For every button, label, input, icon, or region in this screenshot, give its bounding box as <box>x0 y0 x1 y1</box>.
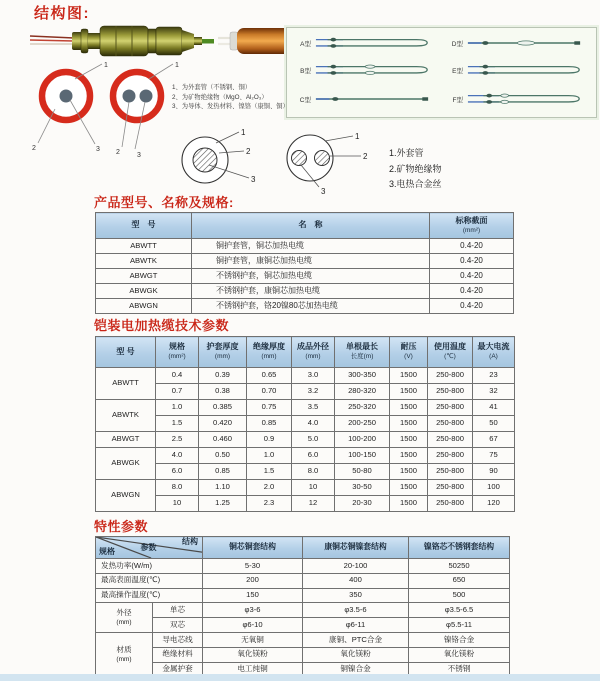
svg-text:3: 3 <box>137 152 141 159</box>
section-cell: 0.4-20 <box>430 254 514 269</box>
value-cell: 1500 <box>390 384 428 400</box>
value-cell: 250-800 <box>428 448 473 464</box>
name-cell: 不锈钢护套，铬20镍80芯加热电缆 <box>192 299 430 314</box>
table-row <box>96 384 515 400</box>
value-cell: 1500 <box>390 432 428 448</box>
value-cell: 2.5 <box>156 432 199 448</box>
cable-type-c <box>295 90 432 108</box>
value-cell: 41 <box>473 400 515 416</box>
svg-text:2: 2 <box>363 152 368 161</box>
value-cell: 0.50 <box>199 448 247 464</box>
photo-legend-line-1: 1、为外套管（不锈钢、铜） <box>172 84 252 91</box>
row-label-cell: 发热功率(W/m) <box>96 559 203 574</box>
value-cell: 200 <box>203 573 303 588</box>
value-cell: 3.0 <box>292 368 335 384</box>
section-cell: 0.4-20 <box>430 269 514 284</box>
cable-type-f <box>447 90 584 108</box>
sub-label-cell: 绝缘材料 <box>153 647 203 662</box>
value-cell: 氧化镁粉 <box>203 647 303 662</box>
cable-type-d-label: D型 <box>451 40 463 48</box>
photo-legend-line-2: 2、为矿物绝缘物（MgO、Al₂O₃） <box>172 93 268 101</box>
table-row <box>96 239 514 254</box>
value-cell: φ6-11 <box>303 618 409 633</box>
value-cell: 250-320 <box>335 400 390 416</box>
value-cell: 50250 <box>409 559 510 574</box>
value-cell: 20-100 <box>303 559 409 574</box>
cable-type-f-label: F型 <box>452 96 463 104</box>
table-row <box>96 496 515 512</box>
value-cell: 0.65 <box>247 368 292 384</box>
value-cell: 75 <box>473 448 515 464</box>
page-footer-strip <box>0 674 600 681</box>
value-cell: 250-800 <box>428 464 473 480</box>
section-title-structure: 结构图: <box>34 5 90 22</box>
value-cell: 0.9 <box>247 432 292 448</box>
value-cell: 2.3 <box>247 496 292 512</box>
sub-label-cell: 双芯 <box>153 618 203 633</box>
structure-column-header: 康铜芯铜镍套结构 <box>303 537 409 559</box>
table-row <box>96 480 515 496</box>
header-row <box>96 213 514 239</box>
table-row <box>96 269 514 284</box>
model-cell: ABWTT <box>96 239 192 254</box>
sub-label-cell: 金属护套 <box>153 662 203 677</box>
value-cell: 50 <box>473 416 515 432</box>
photo-legend <box>172 83 289 112</box>
characteristics-table-wrap <box>95 536 509 677</box>
value-cell: 不锈钢 <box>409 662 510 677</box>
cable-type-e-drawing <box>466 62 584 78</box>
value-cell: 1500 <box>390 448 428 464</box>
cable-type-b <box>295 61 432 79</box>
value-cell: 1.10 <box>199 480 247 496</box>
column-header: 型 号 <box>96 213 192 239</box>
value-cell: φ3.5-6 <box>303 603 409 618</box>
value-cell: 1500 <box>390 368 428 384</box>
value-cell: 6.0 <box>156 464 199 480</box>
characteristics-table <box>95 536 510 677</box>
model-cell: ABWTK <box>96 400 156 432</box>
value-cell: 30-50 <box>335 480 390 496</box>
table-row <box>96 647 510 662</box>
svg-text:1: 1 <box>104 62 108 69</box>
column-header: 名 称 <box>192 213 430 239</box>
cable-type-c-label: C型 <box>299 96 311 104</box>
dual-core-photo <box>113 62 179 159</box>
single-core-photo <box>32 62 108 153</box>
model-cell: ABWTK <box>96 254 192 269</box>
product-spec-table-wrap <box>95 212 513 314</box>
value-cell: 20-30 <box>335 496 390 512</box>
value-cell: 镍铬合金 <box>409 632 510 647</box>
value-cell: 12 <box>292 496 335 512</box>
value-cell: 10 <box>292 480 335 496</box>
section-cell: 0.4-20 <box>430 239 514 254</box>
cross-section-diagram <box>175 125 405 197</box>
column-header: 单根最长 长度(m) <box>335 337 390 368</box>
value-cell: 1.0 <box>156 400 199 416</box>
value-cell: 6.0 <box>292 448 335 464</box>
value-cell: 1.25 <box>199 496 247 512</box>
table-row <box>96 573 510 588</box>
value-cell: 250-800 <box>428 432 473 448</box>
corner-header <box>96 537 203 559</box>
table-row <box>96 464 515 480</box>
value-cell: 康铜、PTC合金 <box>303 632 409 647</box>
value-cell: 5-30 <box>203 559 303 574</box>
column-header: 使用温度 (℃) <box>428 337 473 368</box>
value-cell: 1500 <box>390 400 428 416</box>
value-cell: 氧化镁粉 <box>409 647 510 662</box>
column-header: 护套厚度 (mm) <box>199 337 247 368</box>
cross-section-label-2: 2.矿物绝缘物 <box>389 163 442 174</box>
header-row <box>96 337 515 368</box>
structure-column-header: 铜芯铜套结构 <box>203 537 303 559</box>
model-cell: ABWGN <box>96 299 192 314</box>
value-cell: 3.2 <box>292 384 335 400</box>
value-cell: 250-800 <box>428 480 473 496</box>
value-cell: 67 <box>473 432 515 448</box>
value-cell: 1500 <box>390 496 428 512</box>
value-cell: 0.7 <box>156 384 199 400</box>
cross-section-label-1: 1.外套管 <box>389 148 424 158</box>
value-cell: 3.5 <box>292 400 335 416</box>
table-row <box>96 448 515 464</box>
value-cell: 23 <box>473 368 515 384</box>
value-cell: 650 <box>409 573 510 588</box>
group-label-cell: 外径 (mm) <box>96 603 153 633</box>
table-row <box>96 559 510 574</box>
value-cell: φ3.5-6.5 <box>409 603 510 618</box>
product-spec-table <box>95 212 514 314</box>
cable-type-b-label: B型 <box>300 67 311 75</box>
table-row <box>96 632 510 647</box>
value-cell: 0.39 <box>199 368 247 384</box>
value-cell: 200-250 <box>335 416 390 432</box>
corner-label-spec: 规格 <box>99 547 115 557</box>
value-cell: 1500 <box>390 416 428 432</box>
table-row <box>96 588 510 603</box>
column-header: 成品外径 (mm) <box>292 337 335 368</box>
cable-type-d <box>447 34 584 52</box>
value-cell: 250-800 <box>428 416 473 432</box>
value-cell: 电工纯铜 <box>203 662 303 677</box>
value-cell: 250-800 <box>428 496 473 512</box>
value-cell: φ3-6 <box>203 603 303 618</box>
tech-params-table <box>95 336 515 512</box>
value-cell: 300-350 <box>335 368 390 384</box>
name-cell: 不锈钢护套，康铜芯加热电缆 <box>192 284 430 299</box>
svg-text:2: 2 <box>116 149 120 156</box>
cable-type-a-label: A型 <box>300 40 311 48</box>
row-label-cell: 最高表面温度(℃) <box>96 573 203 588</box>
value-cell: 50-80 <box>335 464 390 480</box>
value-cell: 1500 <box>390 464 428 480</box>
model-cell: ABWTT <box>96 368 156 400</box>
value-cell: 90 <box>473 464 515 480</box>
value-cell: 0.85 <box>199 464 247 480</box>
column-header: 最大电流 (A) <box>473 337 515 368</box>
section-cell: 0.4-20 <box>430 284 514 299</box>
table-row <box>96 299 514 314</box>
cable-type-panel <box>286 27 597 118</box>
value-cell: 0.85 <box>247 416 292 432</box>
cable-type-a-drawing <box>314 35 432 51</box>
photo-legend-line-3: 3、为导体、发热材料、镍铬（康铜、铜） <box>172 103 289 110</box>
cable-type-c-drawing <box>314 91 432 107</box>
value-cell: 32 <box>473 384 515 400</box>
group-label-cell: 材质 (mm) <box>96 632 153 676</box>
column-header: 型 号 <box>96 337 156 368</box>
value-cell: 8.0 <box>292 464 335 480</box>
table-row <box>96 603 510 618</box>
corner-label-structure: 结构 <box>182 537 198 546</box>
corner-label-parameter: 参数 <box>140 543 157 552</box>
header-row <box>96 537 510 559</box>
column-header: 标称截面 (mm²) <box>430 213 514 239</box>
value-cell: 1500 <box>390 480 428 496</box>
table-row <box>96 618 510 633</box>
connector-wires <box>30 36 74 44</box>
table-row <box>96 368 515 384</box>
red-ring-cross-sections <box>25 57 187 161</box>
dual-core-drawing <box>287 132 368 196</box>
value-cell: 400 <box>303 573 409 588</box>
section-title-tech-params: 铠装电加热缆技术参数 <box>94 318 230 333</box>
cable-type-a <box>295 34 432 52</box>
value-cell: φ5.5-11 <box>409 618 510 633</box>
value-cell: 100 <box>473 480 515 496</box>
value-cell: 250-800 <box>428 368 473 384</box>
value-cell: 氧化镁粉 <box>303 647 409 662</box>
value-cell: 1.5 <box>247 464 292 480</box>
table-row <box>96 284 514 299</box>
svg-text:1: 1 <box>355 132 360 141</box>
cable-type-b-drawing <box>314 62 432 78</box>
value-cell: 150 <box>203 588 303 603</box>
svg-text:3: 3 <box>96 146 100 153</box>
column-header: 规格 (mm²) <box>156 337 199 368</box>
name-cell: 铜护套管，康铜芯加热电缆 <box>192 254 430 269</box>
section-title-characteristics: 特性参数 <box>94 519 149 534</box>
single-core-drawing <box>182 128 256 184</box>
table-row <box>96 254 514 269</box>
value-cell: 0.75 <box>247 400 292 416</box>
tech-params-table-wrap <box>95 336 514 512</box>
svg-text:2: 2 <box>32 145 36 152</box>
value-cell: 350 <box>303 588 409 603</box>
table-row <box>96 416 515 432</box>
svg-text:3: 3 <box>251 175 256 184</box>
cable-type-d-drawing <box>466 35 584 51</box>
value-cell: 0.460 <box>199 432 247 448</box>
value-cell: 100-150 <box>335 448 390 464</box>
value-cell: 1.0 <box>247 448 292 464</box>
model-cell: ABWGT <box>96 432 156 448</box>
cable-type-f-drawing <box>466 91 584 107</box>
svg-text:2: 2 <box>246 147 251 156</box>
model-cell: ABWGK <box>96 284 192 299</box>
brass-connector <box>72 26 214 56</box>
value-cell: 0.385 <box>199 400 247 416</box>
value-cell: 5.0 <box>292 432 335 448</box>
row-label-cell: 最高操作温度(℃) <box>96 588 203 603</box>
cable-type-e-label: E型 <box>452 67 463 75</box>
value-cell: 0.4 <box>156 368 199 384</box>
svg-text:3: 3 <box>321 187 326 196</box>
model-cell: ABWGK <box>96 448 156 480</box>
value-cell: 0.420 <box>199 416 247 432</box>
sub-label-cell: 单芯 <box>153 603 203 618</box>
value-cell: 0.70 <box>247 384 292 400</box>
structure-column-header: 镍铬芯不锈钢套结构 <box>409 537 510 559</box>
value-cell: 120 <box>473 496 515 512</box>
value-cell: 0.38 <box>199 384 247 400</box>
cable-type-e <box>447 61 584 79</box>
sub-label-cell: 导电芯线 <box>153 632 203 647</box>
svg-text:1: 1 <box>175 62 179 69</box>
diagonal-header <box>96 537 202 558</box>
cross-section-legend <box>389 146 442 193</box>
section-cell: 0.4-20 <box>430 299 514 314</box>
section-title-product-spec: 产品型号、名称及规格: <box>94 195 234 210</box>
model-cell: ABWGT <box>96 269 192 284</box>
value-cell: 280-320 <box>335 384 390 400</box>
value-cell: 250-800 <box>428 400 473 416</box>
svg-text:1: 1 <box>241 128 246 137</box>
value-cell: 2.0 <box>247 480 292 496</box>
model-cell: ABWGN <box>96 480 156 512</box>
name-cell: 铜护套管，铜芯加热电缆 <box>192 239 430 254</box>
cross-section-label-3: 3.电热合金丝 <box>389 179 442 189</box>
table-row <box>96 432 515 448</box>
value-cell: 500 <box>409 588 510 603</box>
value-cell: 4.0 <box>292 416 335 432</box>
value-cell: 1.5 <box>156 416 199 432</box>
value-cell: 8.0 <box>156 480 199 496</box>
value-cell: 250-800 <box>428 384 473 400</box>
value-cell: 铜镍合金 <box>303 662 409 677</box>
column-header: 耐压 (V) <box>390 337 428 368</box>
table-row <box>96 400 515 416</box>
column-header: 绝缘厚度 (mm) <box>247 337 292 368</box>
name-cell: 不锈钢护套，铜芯加热电缆 <box>192 269 430 284</box>
value-cell: 4.0 <box>156 448 199 464</box>
value-cell: φ6-10 <box>203 618 303 633</box>
value-cell: 100-200 <box>335 432 390 448</box>
copper-tube <box>218 28 291 54</box>
value-cell: 无氧铜 <box>203 632 303 647</box>
value-cell: 10 <box>156 496 199 512</box>
